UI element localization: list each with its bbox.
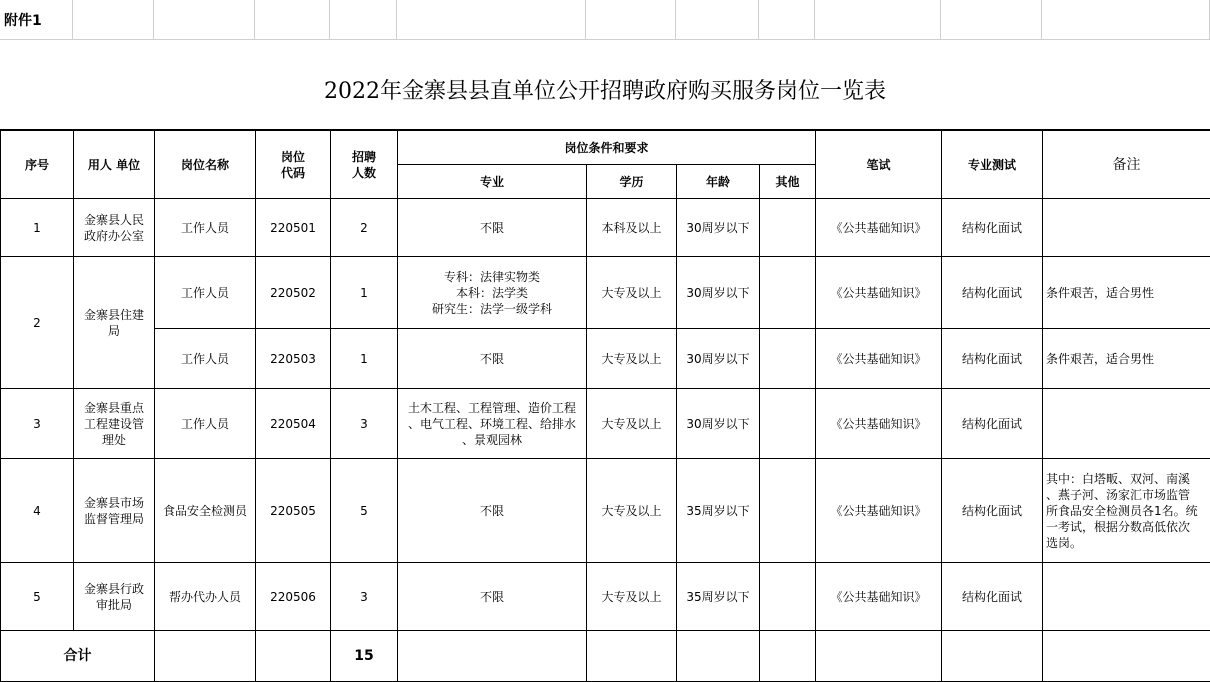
header-written-exam[interactable]: 笔试 <box>816 131 942 199</box>
cell-seq[interactable]: 2 <box>1 257 74 389</box>
major-text: 不限 <box>480 351 504 367</box>
total-empty-cell[interactable] <box>155 631 256 682</box>
cell-written[interactable]: 《公共基础知识》 <box>816 257 942 329</box>
cell-code[interactable]: 220502 <box>256 257 331 329</box>
cell-test[interactable]: 结构化面试 <box>942 563 1043 631</box>
cell-seq[interactable]: 4 <box>1 459 74 563</box>
grid-cell[interactable] <box>586 0 676 40</box>
total-empty-cell[interactable] <box>398 631 587 682</box>
header-remarks[interactable]: 备注 <box>1043 131 1210 199</box>
major-text: 不限 <box>480 503 504 519</box>
cell-remark[interactable] <box>1043 199 1210 257</box>
cell-count[interactable]: 1 <box>331 329 398 389</box>
table-row <box>1 329 1210 389</box>
cell-count[interactable]: 2 <box>331 199 398 257</box>
cell-major[interactable] <box>398 389 587 459</box>
header-requirements[interactable]: 岗位条件和要求 <box>398 131 816 165</box>
positions-table <box>0 130 1210 682</box>
cell-written[interactable]: 《公共基础知识》 <box>816 389 942 459</box>
remark-text: 条件艰苦，适合男性 <box>1046 285 1154 301</box>
cell-remark[interactable] <box>1043 329 1210 389</box>
sheet-header-area <box>0 0 1210 130</box>
cell-major[interactable] <box>398 257 587 329</box>
employer-text: 金寨县重点 工程建设管 理处 <box>84 400 144 448</box>
table-row <box>1 563 1210 631</box>
total-empty-cell[interactable] <box>760 631 816 682</box>
cell-position[interactable]: 工作人员 <box>155 389 256 459</box>
header-seq[interactable]: 序号 <box>1 131 74 199</box>
cell-education[interactable]: 大专及以上 <box>587 389 677 459</box>
cell-position[interactable]: 食品安全检测员 <box>155 459 256 563</box>
cell-age[interactable]: 30周岁以下 <box>677 257 760 329</box>
cell-age[interactable]: 35周岁以下 <box>677 459 760 563</box>
cell-other[interactable] <box>760 459 816 563</box>
cell-remark[interactable] <box>1043 389 1210 459</box>
total-empty-cell[interactable] <box>677 631 760 682</box>
header-education[interactable]: 学历 <box>587 165 677 199</box>
grid-row-1 <box>0 0 1210 40</box>
cell-written[interactable]: 《公共基础知识》 <box>816 459 942 563</box>
cell-test[interactable]: 结构化面试 <box>942 459 1043 563</box>
cell-code[interactable]: 220505 <box>256 459 331 563</box>
cell-test[interactable]: 结构化面试 <box>942 329 1043 389</box>
cell-major[interactable] <box>398 563 587 631</box>
cell-education[interactable]: 大专及以上 <box>587 329 677 389</box>
cell-count[interactable]: 3 <box>331 563 398 631</box>
cell-education[interactable]: 大专及以上 <box>587 563 677 631</box>
total-empty-cell[interactable] <box>816 631 942 682</box>
table-row <box>1 459 1210 563</box>
major-text: 土木工程、工程管理、造价工程 、电气工程、环境工程、给排水 、景观园林 <box>408 400 576 448</box>
cell-position[interactable]: 工作人员 <box>155 257 256 329</box>
cell-code[interactable]: 220506 <box>256 563 331 631</box>
cell-other[interactable] <box>760 563 816 631</box>
cell-other[interactable] <box>760 199 816 257</box>
grid-cell[interactable] <box>815 0 941 40</box>
cell-employer[interactable] <box>74 459 155 563</box>
header-age[interactable]: 年龄 <box>677 165 760 199</box>
grid-cell[interactable] <box>73 0 154 40</box>
cell-major[interactable] <box>398 329 587 389</box>
total-empty-cell[interactable] <box>942 631 1043 682</box>
cell-test[interactable]: 结构化面试 <box>942 257 1043 329</box>
cell-other[interactable] <box>760 329 816 389</box>
major-text: 不限 <box>480 220 504 236</box>
grid-cell[interactable] <box>255 0 330 40</box>
attachment-label: 附件1 <box>4 10 42 30</box>
grid-cell[interactable] <box>397 0 586 40</box>
grid-cell[interactable] <box>1042 0 1210 40</box>
table-row <box>1 199 1210 257</box>
grid-cell[interactable] <box>330 0 397 40</box>
header-major[interactable]: 专业 <box>398 165 587 199</box>
header-recruit-count[interactable] <box>331 131 398 199</box>
header-position-code-text: 岗位 代码 <box>281 149 305 181</box>
cell-written[interactable]: 《公共基础知识》 <box>816 563 942 631</box>
cell-count[interactable]: 5 <box>331 459 398 563</box>
cell-remark[interactable] <box>1043 563 1210 631</box>
header-professional-test[interactable]: 专业测试 <box>942 131 1043 199</box>
title-row <box>0 40 1210 130</box>
cell-age[interactable]: 30周岁以下 <box>677 329 760 389</box>
cell-education[interactable]: 大专及以上 <box>587 459 677 563</box>
cell-remark[interactable] <box>1043 257 1210 329</box>
cell-employer[interactable] <box>74 199 155 257</box>
cell-major[interactable] <box>398 459 587 563</box>
cell-remark[interactable] <box>1043 459 1210 563</box>
cell-age[interactable]: 30周岁以下 <box>677 389 760 459</box>
cell-count[interactable]: 3 <box>331 389 398 459</box>
grid-cell[interactable] <box>941 0 1042 40</box>
employer-text: 金寨县行政 审批局 <box>84 581 144 613</box>
total-empty-cell[interactable] <box>256 631 331 682</box>
sheet-title: 2022年金寨县县直单位公开招聘政府购买服务岗位一览表 <box>0 74 1210 105</box>
cell-test[interactable]: 结构化面试 <box>942 389 1043 459</box>
cell-other[interactable] <box>760 389 816 459</box>
total-empty-cell[interactable] <box>1043 631 1210 682</box>
cell-employer[interactable] <box>74 563 155 631</box>
total-label[interactable]: 合计 <box>1 631 155 682</box>
remark-text: 其中：白塔畈、双河、南溪 、燕子河、汤家汇市场监管 所食品安全检测员各1名。统 一考试，根据分数高低依次 选岗。 <box>1046 471 1198 551</box>
table-row <box>1 389 1210 459</box>
cell-other[interactable] <box>760 257 816 329</box>
cell-code[interactable]: 220503 <box>256 329 331 389</box>
header-position-code[interactable] <box>256 131 331 199</box>
header-row-1 <box>1 131 1210 165</box>
cell-employer[interactable] <box>74 257 155 389</box>
cell-position[interactable]: 工作人员 <box>155 329 256 389</box>
cell-test[interactable]: 结构化面试 <box>942 199 1043 257</box>
cell-major[interactable] <box>398 199 587 257</box>
grid-cell[interactable] <box>676 0 759 40</box>
cell-employer[interactable] <box>74 389 155 459</box>
cell-count[interactable]: 1 <box>331 257 398 329</box>
header-position-name[interactable]: 岗位名称 <box>155 131 256 199</box>
cell-position[interactable]: 帮办代办人员 <box>155 563 256 631</box>
employer-text: 金寨县市场 监督管理局 <box>84 495 144 527</box>
employer-text: 金寨县人民 政府办公室 <box>84 212 144 244</box>
table-row <box>1 257 1210 329</box>
cell-seq[interactable]: 3 <box>1 389 74 459</box>
cell-education[interactable]: 本科及以上 <box>587 199 677 257</box>
header-recruit-count-text: 招聘 人数 <box>352 149 376 181</box>
total-count[interactable]: 15 <box>331 631 398 682</box>
employer-text: 金寨县住建 局 <box>84 307 144 339</box>
total-row <box>1 631 1210 682</box>
cell-age[interactable]: 30周岁以下 <box>677 199 760 257</box>
cell-position[interactable]: 工作人员 <box>155 199 256 257</box>
grid-cell[interactable] <box>154 0 255 40</box>
remark-text: 条件艰苦，适合男性 <box>1046 351 1154 367</box>
major-text: 不限 <box>480 589 504 605</box>
cell-seq[interactable]: 1 <box>1 199 74 257</box>
cell-education[interactable]: 大专及以上 <box>587 257 677 329</box>
header-other[interactable]: 其他 <box>760 165 816 199</box>
total-empty-cell[interactable] <box>587 631 677 682</box>
cell-code[interactable]: 220501 <box>256 199 331 257</box>
cell-seq[interactable]: 5 <box>1 563 74 631</box>
grid-cell[interactable] <box>759 0 815 40</box>
major-text: 专科：法律实物类 本科：法学类 研究生：法学一级学科 <box>432 269 552 317</box>
cell-written[interactable]: 《公共基础知识》 <box>816 329 942 389</box>
cell-written[interactable]: 《公共基础知识》 <box>816 199 942 257</box>
cell-age[interactable]: 35周岁以下 <box>677 563 760 631</box>
cell-code[interactable]: 220504 <box>256 389 331 459</box>
header-employer[interactable]: 用人 单位 <box>74 131 155 199</box>
